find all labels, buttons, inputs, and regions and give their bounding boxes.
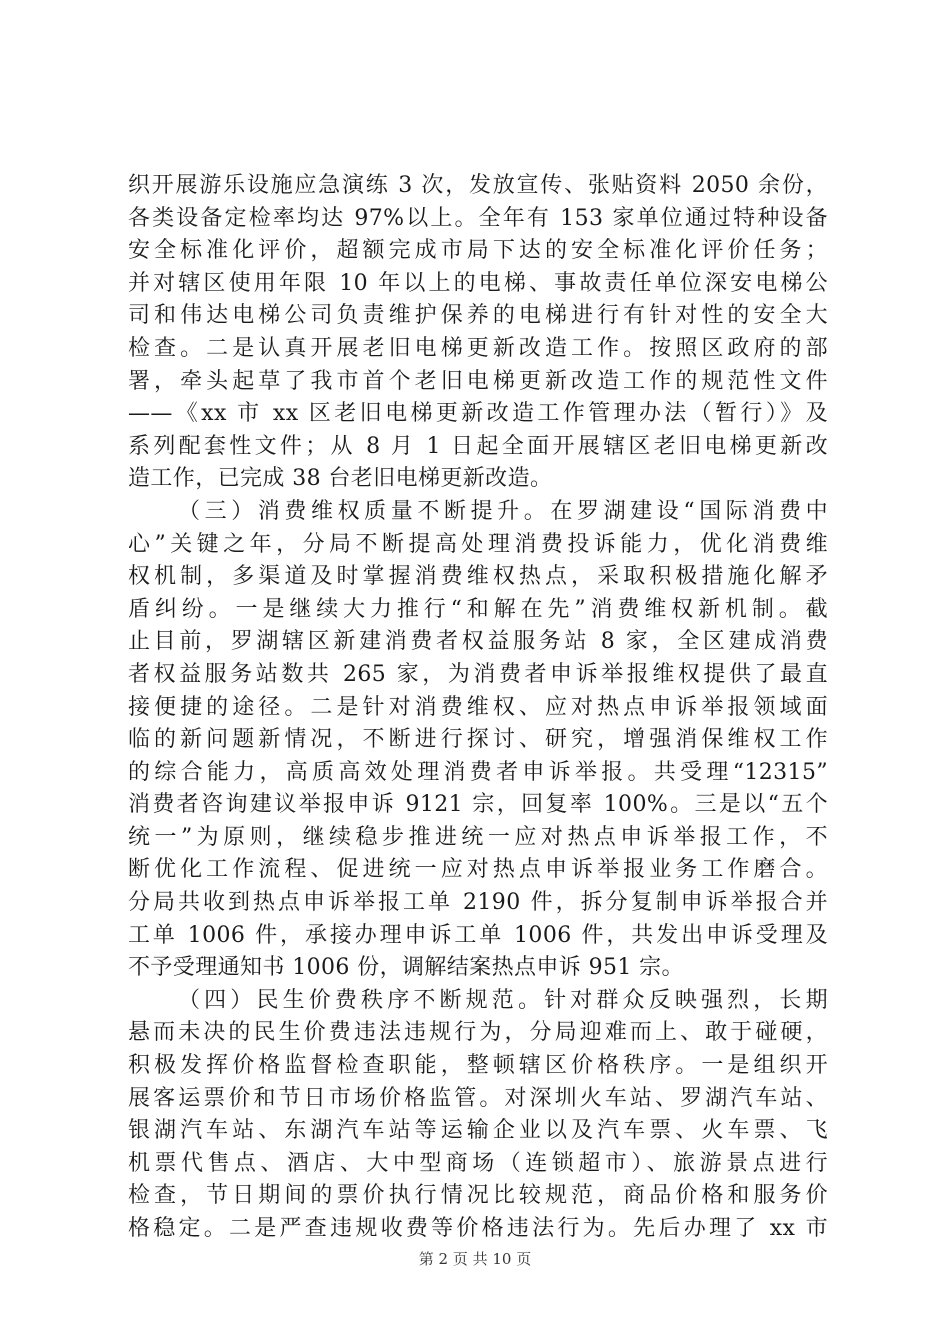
text-line: ——《xx 市 xx 区老旧电梯更新改造工作管理办法（暂行）》及	[128, 401, 828, 427]
text-line: 不予受理通知书 1006 份，调解结案热点申诉 951 宗。	[128, 955, 684, 981]
text-line: 的综合能力，高质高效处理消费者申诉举报。共受理“12315”	[128, 759, 828, 785]
text-line: 系列配套性文件；从 8 月 1 日起全面开展辖区老旧电梯更新改	[128, 433, 828, 459]
text-line: 悬而未决的民生价费违法违规行为，分局迎难而上、敢于碰硬，	[128, 1020, 828, 1046]
text-line: 分局共收到热点申诉举报工单 2190 件，拆分复制申诉举报合并	[128, 890, 828, 916]
text-line: 心”关键之年，分局不断提高处理消费投诉能力，优化消费维	[128, 531, 828, 557]
text-line: 检查。二是认真开展老旧电梯更新改造工作。按照区政府的部	[128, 335, 828, 361]
text-line: 盾纠纷。一是继续大力推行“和解在先”消费维权新机制。截	[128, 596, 828, 622]
text-line: （三）消费维权质量不断提升。在罗湖建设“国际消费中	[178, 498, 828, 524]
text-line: 权机制，多渠道及时掌握消费维权热点，采取积极措施化解矛	[128, 564, 828, 590]
text-line: 积极发挥价格监督检查职能，整顿辖区价格秩序。一是组织开	[128, 1053, 828, 1079]
text-line: 断优化工作流程、促进统一应对热点申诉举报业务工作磨合。	[128, 857, 828, 883]
text-line: 并对辖区使用年限 10 年以上的电梯、事故责任单位深安电梯公	[128, 270, 828, 296]
text-line: 消费者咨询建议举报申诉 9121 宗，回复率 100%。三是以“五个	[128, 792, 828, 818]
text-line: 者权益服务站数共 265 家，为消费者申诉举报维权提供了最直	[128, 661, 828, 687]
text-line: （四）民生价费秩序不断规范。针对群众反映强烈，长期	[178, 987, 828, 1013]
text-line: 临的新问题新情况，不断进行探讨、研究，增强消保维权工作	[128, 727, 828, 753]
page-footer: 第 2 页 共 10 页	[418, 1250, 532, 1268]
text-line: 署，牵头起草了我市首个老旧电梯更新改造工作的规范性文件	[128, 368, 828, 394]
text-line: 银湖汽车站、东湖汽车站等运输企业以及汽车票、火车票、飞	[128, 1118, 828, 1144]
text-line: 格稳定。二是严查违规收费等价格违法行为。先后办理了 xx 市	[128, 1216, 828, 1241]
text-line: 检查，节日期间的票价执行情况比较规范，商品价格和服务价	[128, 1183, 828, 1209]
text-line: 接便捷的途径。二是针对消费维权、应对热点申诉举报领域面	[128, 694, 828, 720]
document-body	[128, 170, 828, 1246]
text-line: 机票代售点、酒店、大中型商场（连锁超市）、旅游景点进行	[128, 1150, 828, 1176]
text-line: 安全标准化评价，超额完成市局下达的安全标准化评价任务；	[128, 238, 828, 264]
text-line: 织开展游乐设施应急演练 3 次，发放宣传、张贴资料 2050 余份，	[128, 173, 828, 198]
text-line: 司和伟达电梯公司负责维护保养的电梯进行有针对性的安全大	[128, 303, 828, 329]
text-line: 各类设备定检率均达 97%以上。全年有 153 家单位通过特种设备	[128, 205, 828, 231]
text-line: 展客运票价和节日市场价格监管。对深圳火车站、罗湖汽车站、	[128, 1085, 828, 1111]
text-line: 造工作，已完成 38 台老旧电梯更新改造。	[128, 466, 553, 492]
text-line: 工单 1006 件，承接办理申诉工单 1006 件，共发出申诉受理及	[128, 922, 828, 948]
text-line: 统一”为原则，继续稳步推进统一应对热点申诉举报工作，不	[128, 824, 828, 850]
text-line: 止目前，罗湖辖区新建消费者权益服务站 8 家，全区建成消费	[128, 629, 828, 655]
